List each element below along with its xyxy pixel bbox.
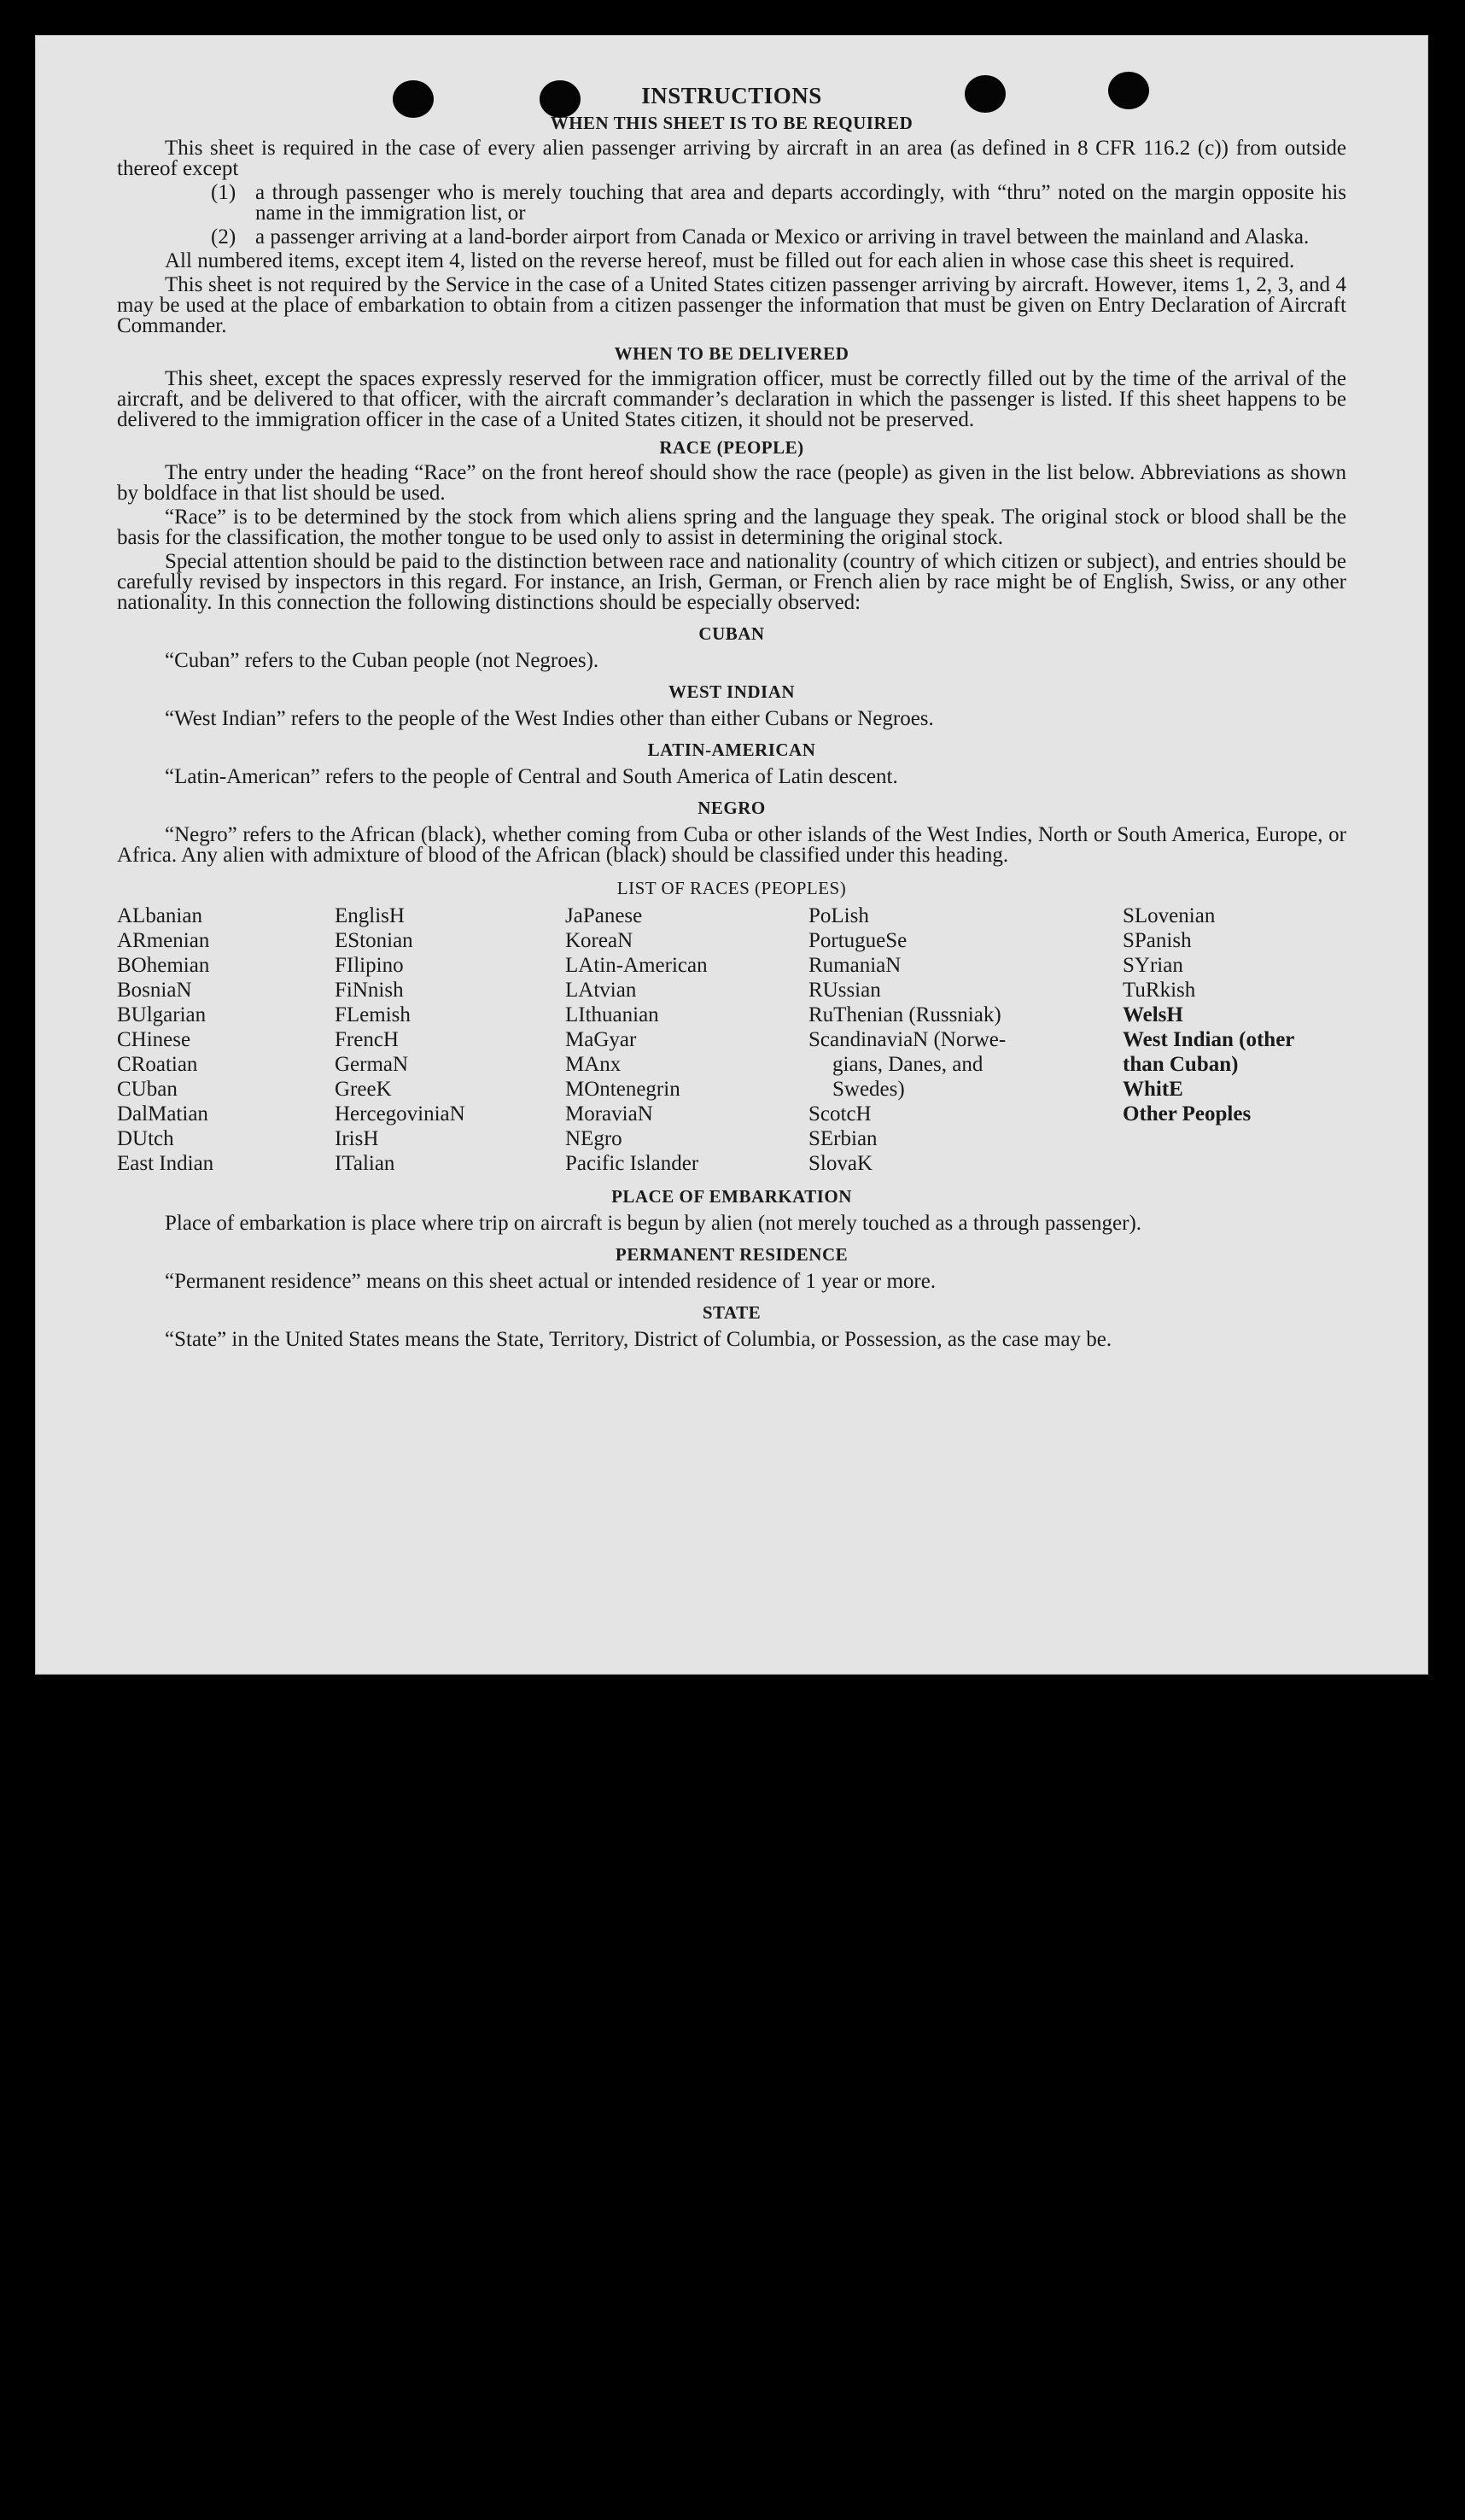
race-entry: WelsH	[1123, 1003, 1183, 1026]
race-entry: EnglisH	[335, 904, 405, 927]
paragraph: The entry under the heading “Race” on the front hereof should show the race (people) as given in the list below. Abbreviations as shown by boldface in that list should be used.	[117, 461, 1346, 505]
race-entry: MOntenegrin	[565, 1078, 680, 1101]
race-entry: HercegoviniaN	[335, 1102, 465, 1126]
paragraph: All numbered items, except item 4, listed on the reverse hereof, must be filled out for each alien in whose case this sheet is required.	[165, 249, 1295, 272]
race-entry: CHinese	[117, 1028, 191, 1051]
numbered-list	[211, 183, 1346, 248]
item-text: a passenger arriving at a land-border airport from Canada or Mexico or arriving in travel between the mainland and Alaska.	[255, 225, 1310, 248]
section-heading: RACE (PEOPLE)	[659, 437, 804, 458]
race-entry: SErbian	[808, 1127, 878, 1150]
paragraph: This sheet, except the spaces expressly reserved for the immigration officer, must be correctly filled out by the time of the arrival of the aircraft, and be delivered to that officer, with the aircraft commander’s declaration in which the passenger is listed. If this sheet happens to be delivered to the immigration officer in the case of a United States citizen, it should not be preserved.	[117, 367, 1346, 431]
race-entry: SYrian	[1123, 954, 1183, 977]
race-entry: NEgro	[565, 1127, 622, 1150]
paragraph: “Negro” refers to the African (black), whether coming from Cuba or other islands of the West Indies, North or South America, Europe, or Africa. Any alien with admixture of blood of the African (black) should be classified under this heading.	[117, 823, 1346, 867]
races-column	[117, 903, 335, 1176]
section-heading: WHEN THIS SHEET IS TO BE REQUIRED	[550, 113, 913, 133]
race-entry: ITalian	[335, 1152, 395, 1175]
race-entry: CRoatian	[117, 1053, 198, 1076]
races-list	[117, 903, 1346, 1176]
race-entry: Pacific Islander	[565, 1152, 699, 1175]
race-entry: CUban	[117, 1078, 178, 1101]
race-entry: GreeK	[335, 1078, 392, 1101]
race-entry: PortugueSe	[808, 929, 908, 952]
race-entry: Other Peoples	[1123, 1102, 1252, 1126]
race-entry: FLemish	[335, 1003, 411, 1026]
document-content	[117, 85, 1346, 1354]
race-entry: SlovaK	[808, 1152, 873, 1175]
subsection-heading: LATIN-AMERICAN	[647, 740, 816, 760]
race-entry: ARmenian	[117, 929, 210, 952]
subsection-heading: NEGRO	[697, 798, 766, 818]
paragraph: This sheet is required in the case of every alien passenger arriving by aircraft in an area (as defined in 8 CFR 116.2 (c)) from outside thereof except	[117, 137, 1346, 180]
race-entry: MoraviaN	[565, 1102, 653, 1126]
race-entry: West Indian (other	[1123, 1028, 1295, 1051]
paragraph: “Permanent residence” means on this sheet actual or intended residence of 1 year or more.	[165, 1270, 937, 1293]
race-entry: MAnx	[565, 1053, 622, 1076]
race-entry: East Indian	[117, 1152, 214, 1175]
paragraph: “State” in the United States means the State, Territory, District of Columbia, or Possession, as the case may be.	[165, 1328, 1112, 1351]
subsection-heading: PERMANENT RESIDENCE	[615, 1244, 849, 1265]
item-text: a through passenger who is merely touching that area and departs accordingly, with “thru” noted on the margin opposite his name in the immigration list, or	[255, 181, 1346, 225]
race-entry: LIthuanian	[565, 1003, 659, 1026]
race-entry: ScandinaviaN (Norwe-	[808, 1028, 1007, 1051]
subsection-heading: WEST INDIAN	[668, 681, 796, 702]
race-entry: JaPanese	[565, 904, 643, 927]
race-entry: Swedes)	[832, 1078, 905, 1101]
race-entry: RuThenian (Russniak)	[808, 1003, 1001, 1026]
race-entry: ALbanian	[117, 904, 202, 927]
race-entry: FiNnish	[335, 979, 404, 1002]
paragraph: “Cuban” refers to the Cuban people (not Negroes).	[165, 649, 599, 672]
subsection-heading: CUBAN	[698, 623, 765, 644]
race-entry: RumaniaN	[808, 954, 902, 977]
subsection-heading: STATE	[702, 1302, 762, 1323]
paragraph: “West Indian” refers to the people of the West Indies other than either Cubans or Negroes.	[165, 707, 934, 730]
race-entry: BOhemian	[117, 954, 210, 977]
races-column	[565, 903, 808, 1176]
paragraph: “Race” is to be determined by the stock from which aliens spring and the language they speak. The original stock or blood shall be the basis for the classification, the mother tongue to be used only to assist in determining the original stock.	[117, 506, 1346, 549]
races-column	[1123, 903, 1346, 1176]
paragraph: This sheet is not required by the Service in the case of a United States citizen passenger arriving by aircraft. However, items 1, 2, 3, and 4 may be used at the place of embarkation to obtain from a citizen passenger the information that must be given on Entry Declaration of Aircraft Commander.	[117, 273, 1346, 337]
list-item	[211, 227, 1346, 248]
section-heading: WHEN TO BE DELIVERED	[614, 343, 849, 364]
subsection-heading: PLACE OF EMBARKATION	[611, 1186, 852, 1207]
races-column	[808, 903, 1123, 1176]
race-entry: than Cuban)	[1123, 1053, 1239, 1076]
race-entry: DalMatian	[117, 1102, 208, 1126]
paragraph: Special attention should be paid to the distinction between race and nationality (country of which citizen or subject), and entries should be carefully revised by inspectors in this regard. For instance, an Irish, German, or French alien by race might be of English, Swiss, or any other nationality. In this connection the following distinctions should be especially observed:	[117, 550, 1346, 614]
list-item	[211, 183, 1346, 224]
race-entry: BUlgarian	[117, 1003, 207, 1026]
race-entry: WhitE	[1123, 1078, 1183, 1101]
paragraph: “Latin-American” refers to the people of Central and South America of Latin descent.	[165, 765, 898, 788]
race-entry: RUssian	[808, 979, 881, 1002]
race-entry: DUtch	[117, 1127, 174, 1150]
race-entry: TuRkish	[1123, 979, 1196, 1002]
race-entry: IrisH	[335, 1127, 379, 1150]
race-entry: MaGyar	[565, 1028, 637, 1051]
race-entry: PoLish	[808, 904, 869, 927]
race-entry: FrencH	[335, 1028, 399, 1051]
race-entry: gians, Danes, and	[832, 1053, 983, 1076]
races-column	[335, 903, 565, 1176]
race-entry: ScotcH	[808, 1102, 872, 1126]
race-entry: KoreaN	[565, 929, 633, 952]
race-entry: FIlipino	[335, 954, 404, 977]
item-number: (2)	[211, 225, 236, 248]
race-entry: GermaN	[335, 1053, 409, 1076]
race-entry: EStonian	[335, 929, 413, 952]
race-entry: SLovenian	[1123, 904, 1216, 927]
page-title: INSTRUCTIONS	[641, 83, 822, 108]
races-list-heading: LIST OF RACES (PEOPLES)	[616, 878, 847, 898]
document-sheet	[36, 36, 1427, 1674]
item-number: (1)	[211, 181, 236, 204]
paragraph: Place of embarkation is place where trip on aircraft is begun by alien (not merely touched as a through passenger).	[165, 1212, 1142, 1235]
race-entry: LAtin-American	[565, 954, 708, 977]
race-entry: LAtvian	[565, 979, 637, 1002]
race-entry: BosniaN	[117, 979, 192, 1002]
race-entry: SPanish	[1123, 929, 1192, 952]
